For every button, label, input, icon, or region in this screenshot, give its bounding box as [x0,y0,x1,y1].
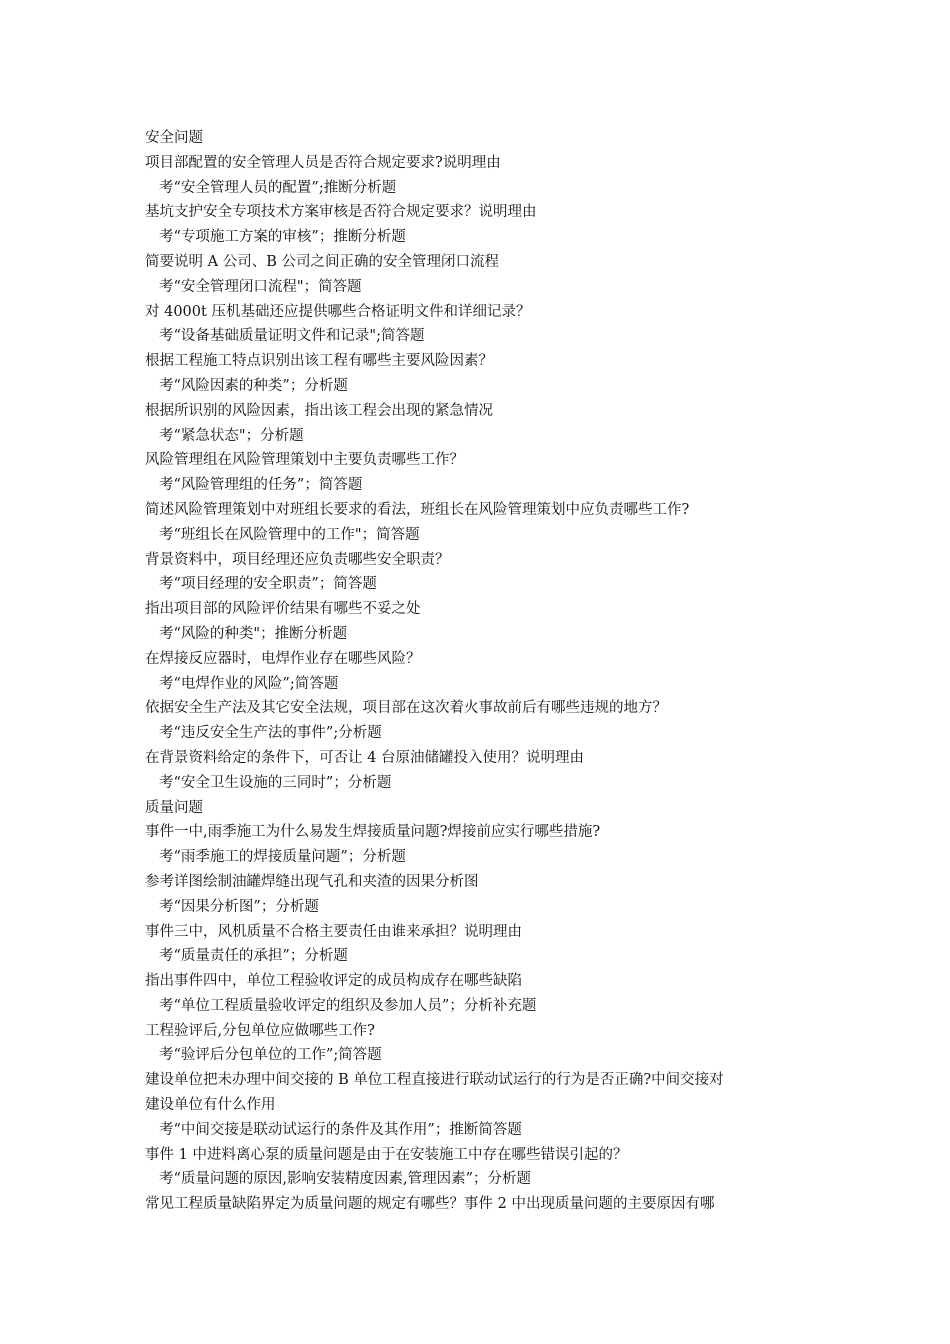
question-line: 根据工程施工特点识别出该工程有哪些主要风险因素？ [145,353,493,370]
answer-note-line: 考“班组长在风险管理中的工作"；简答题 [159,526,420,543]
answer-note-line: 考“雨季施工的焊接质量问题”；分析题 [159,849,406,866]
answer-note-line: 考“违反安全生产法的事件”;分析题 [159,725,382,742]
question-line: 事件 1 中进料离心泵的质量问题是由于在安装施工中存在哪些错误引起的？ [145,1146,628,1163]
question-line: 基坑支护安全专项技术方案审核是否符合规定要求？说明理由 [145,204,537,221]
question-line: 风险管理组在风险管理策划中主要负责哪些工作？ [145,452,464,469]
question-line: 简述风险管理策划中对班组长要求的看法，班组长在风险管理策划中应负责哪些工作? [145,501,690,518]
answer-note-line: 考“中间交接是联动试运行的条件及其作用”；推断简答题 [159,1121,522,1138]
answer-note-line: 考“单位工程质量验收评定的组织及参加人员”；分析补充题 [159,997,537,1014]
question-line: 质量问题 [145,799,203,816]
question-line: 事件一中,雨季施工为什么易发生焊接质量问题?焊接前应实行哪些措施? [145,824,601,841]
question-line: 建设单位把未办理中间交接的 B 单位工程直接进行联动试运行的行为是否正确?中间交接对 [145,1072,724,1089]
answer-note-line: 考“质量责任的承担”；分析题 [159,948,348,965]
question-line: 背景资料中，项目经理还应负责哪些安全职责？ [145,551,450,568]
question-line: 常见工程质量缺陷界定为质量问题的规定有哪些？事件 2 中出现质量问题的主要原因有哪 [145,1196,715,1213]
answer-note-line: 考“专项施工方案的审核”；推断分析题 [159,229,406,246]
question-line: 指出项目部的风险评价结果有哪些不妥之处 [145,601,421,618]
question-line: 指出事件四中，单位工程验收评定的成员构成存在哪些缺陷 [145,973,522,990]
question-line: 在焊接反应器时，电焊作业存在哪些风险？ [145,650,421,667]
question-line: 建设单位有什么作用 [145,1097,276,1114]
answer-note-line: 考“风险的种类"；推断分析题 [159,625,348,642]
question-line: 事件三中，风机质量不合格主要责任由谁来承担？说明理由 [145,923,522,940]
document-body [145,126,825,1217]
question-line: 依据安全生产法及其它安全法规，项目部在这次着火事故前后有哪些违规的地方？ [145,700,667,717]
answer-note-line: 考“风险因素的种类”；分析题 [159,377,348,394]
answer-note-line: 考“因果分析图”；分析题 [159,898,319,915]
question-line: 安全问题 [145,130,203,146]
answer-note-line: 考“安全管理闭口流程"；简答题 [159,278,362,295]
answer-note-line: 考“安全卫生设施的三同时”；分析题 [159,774,392,791]
answer-note-line: 考“安全管理人员的配置”;推断分析题 [159,179,397,196]
answer-note-line: 考“设备基础质量证明文件和记录";简答题 [159,328,425,345]
answer-note-line: 考“质量问题的原因,影响安装精度因素,管理因素”；分析题 [159,1171,532,1188]
question-line: 在背景资料给定的条件下，可否让 4 台原油储罐投入使用？说明理由 [145,749,584,766]
question-line: 参考详图绘制油罐焊缝出现气孔和夹渣的因果分析图 [145,873,479,890]
question-line: 简要说明 A 公司、B 公司之间正确的安全管理闭口流程 [145,253,499,270]
question-line: 对 4000t 压机基础还应提供哪些合格证明文件和详细记录？ [145,303,531,320]
answer-note-line: 考“电焊作业的风险”;简答题 [159,675,339,692]
answer-note-line: 考“项目经理的安全职责”；简答题 [159,576,377,593]
question-line: 根据所识别的风险因素，指出该工程会出现的紧急情况 [145,402,493,419]
answer-note-line: 考“紧急状态"；分析题 [159,427,304,444]
answer-note-line: 考“验评后分包单位的工作”;简答题 [159,1047,382,1064]
question-line: 项目部配置的安全管理人员是否符合规定要求?说明理由 [145,154,501,171]
question-line: 工程验评后,分包单位应做哪些工作? [145,1022,375,1039]
answer-note-line: 考“风险管理组的任务”；简答题 [159,477,363,494]
